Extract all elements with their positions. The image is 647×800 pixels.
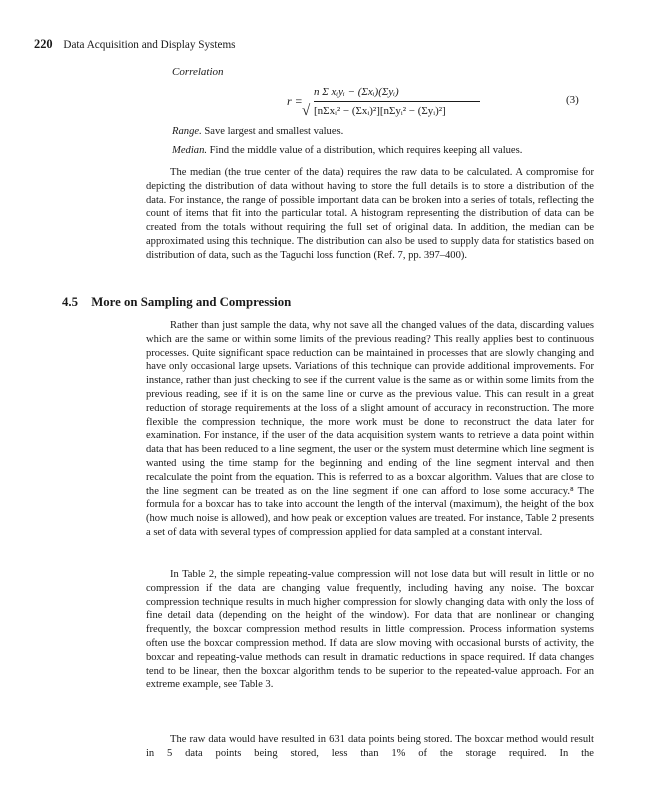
radical-sign: √ (302, 103, 311, 119)
body-paragraph: In Table 2, the simple repeating-value compression will not lose data but will result in little or no compression if the data are changing value frequently, including having any noise. The boxcar compression technique results in much higher compression for slowly changing data with only the loss of fine detail data (depending on the height of the window). For data that are nonlinear or changing frequently, the boxcar compression method results in little compression. Process information systems often use the boxcar compression method. If data are slow moving with occasional bursts of activity, the boxcar and repeating-value methods can result in dramatic reductions in space required. If data changes tend to be linear, then the boxcar algorithm tends to be superior to the repeated-value approach. For an extreme example, see Table 3. (146, 569, 594, 691)
section-heading (62, 295, 291, 310)
running-header (34, 37, 236, 52)
fraction-bar (314, 101, 480, 102)
page-number: 220 (34, 37, 53, 51)
equation-denominator: [nΣxᵢ² − (Σxᵢ)²][nΣyᵢ² − (Σyᵢ)²] (314, 105, 446, 117)
median-paragraph: The median (the true center of the data) requires the raw data to be calculated. A compromise for depicting the distribution of data without having to store the full details is to store a distribution of the data. For instance, the range of possible important data can be broken into a series of totals, reflecting the count of items that fit into the particular total. A histogram representing the distribution of data can be created from the totals without requiring the full set of original data. In addition, the median can be approximated using this technique. The distribution can also be used to supply data for statistics based on distribution of data, such as the Taguchi loss function (Ref. 7, pp. 397–400). (146, 167, 594, 261)
body-paragraph: Rather than just sample the data, why not save all the changed values of the data, discarding values which are the same or within some limits of the previous reading? This really applies best to continuous processes. Quite significant space reduction can be maintained in processes that are slowly changing and have only occasional large upsets. Variations of this technique can provide additional improvements. For instance, rather than just checking to see if the current value is the same as or within some limits from the previous reading, see if it is on the same line or curve as the previous value. This can result in a great reduction of storage requirements at the loss of a slight amount of accuracy in reconstruction. The more flexible the compression technique, the more work must be done to reconstruct the data later for examination. For instance, if the user of the data acquisition system wants to retrieve a data point within data that has been reduced to a line segment, the user or the system must determine which line segment is wanted using the time stamp for the beginning and ending of the line segment interval and then recalculate the point from the equation. This is referred to as a boxcar algorithm. Values that are close to the line segment can be treated as on the line segment if one can afford to lose some accuracy.⁸ The formula for a boxcar has to take into account the length of the interval (maximum), the height of the box (how much noise is allowed), and how peak or exception values are treated. For instance, Table 2 presents a set of data with several types of compression applied for data sampled at a constant interval. (146, 320, 594, 538)
correlation-heading: Correlation (172, 66, 224, 78)
equation-numerator: n Σ xᵢyᵢ − (Σxᵢ)(Σyᵢ) (314, 86, 399, 98)
equation-number: (3) (566, 94, 579, 106)
definition-text: Find the middle value of a distribution, which requires keeping all values. (207, 145, 523, 156)
body-paragraph: The raw data would have resulted in 631 data points being stored. The boxcar method would result in 5 data points being stored, less than 1% of the storage required. In the (146, 734, 594, 759)
section-number: 4.5 (62, 295, 78, 309)
equation-lhs: r = (287, 94, 303, 108)
definition-median (172, 145, 522, 156)
definition-text: Save largest and smallest values. (201, 126, 344, 137)
running-title: Data Acquisition and Display Systems (63, 39, 236, 51)
definition-term: Range. (172, 126, 202, 137)
section-title: More on Sampling and Compression (91, 295, 292, 309)
definition-range (172, 126, 343, 137)
definition-term: Median. (172, 145, 208, 156)
